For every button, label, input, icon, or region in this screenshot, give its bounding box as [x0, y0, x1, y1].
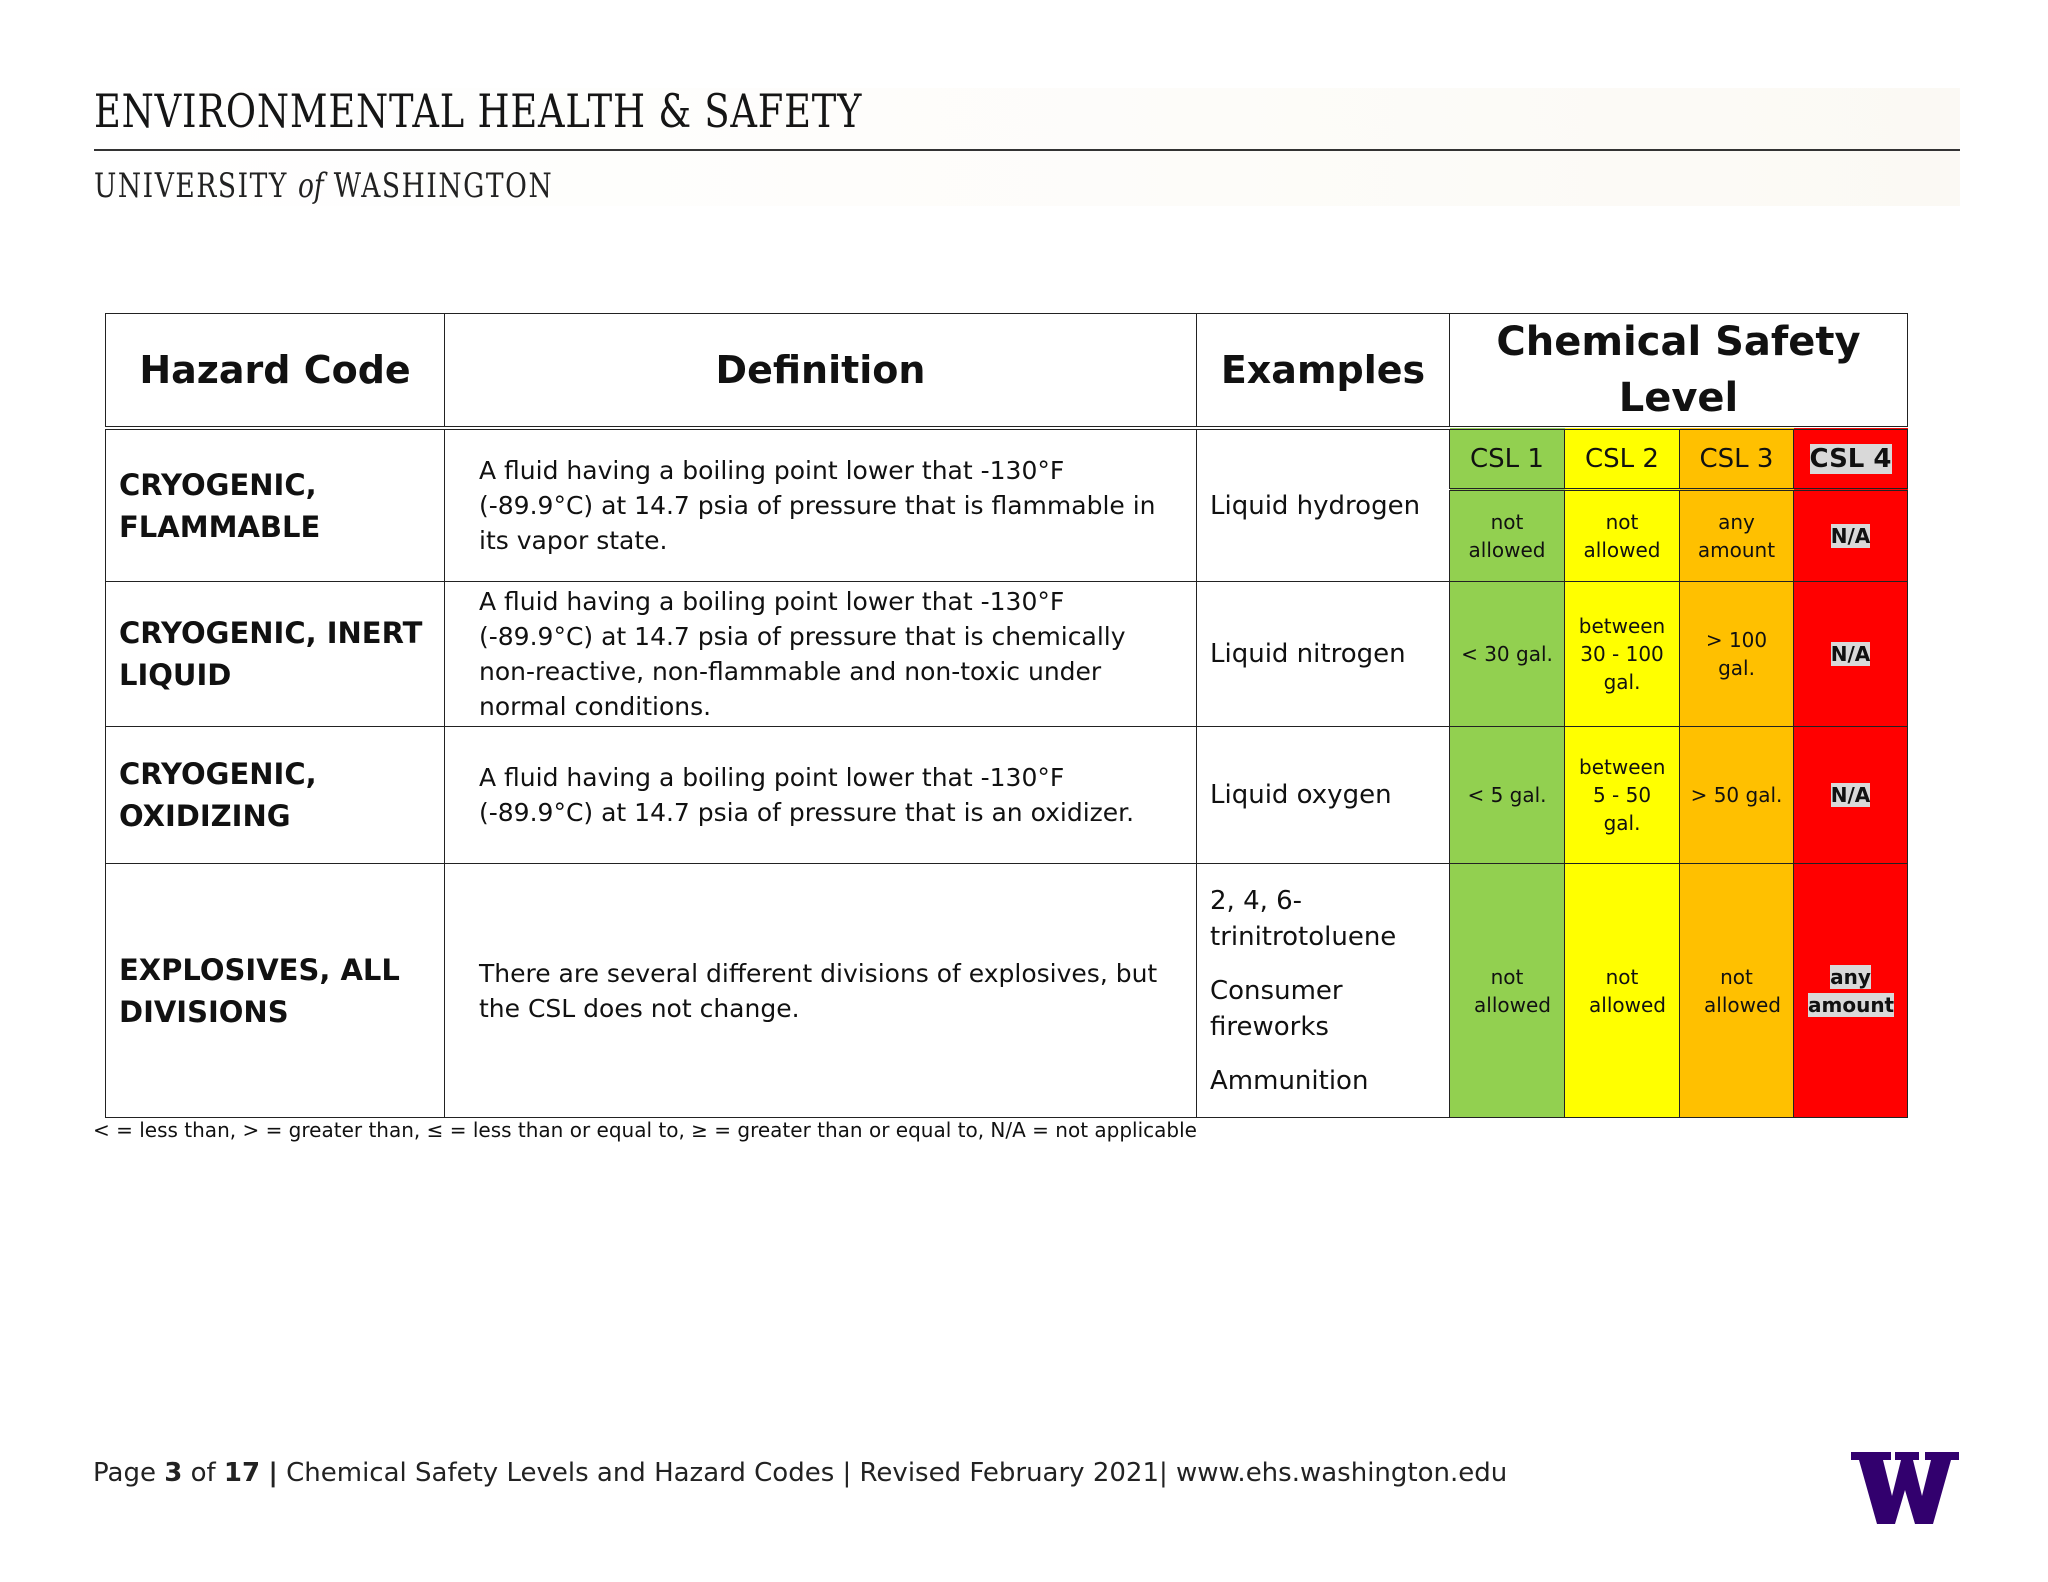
csl-3-cell: any amount: [1680, 490, 1794, 582]
csl-2-cell: [1565, 864, 1680, 1118]
footer-page-total: 17: [223, 1458, 261, 1488]
abbreviation-legend: < = less than, > = greater than, ≤ = less than or equal to, ≥ = greater than or equal to, N/A = not applicable: [93, 1118, 1197, 1142]
table-row: [106, 727, 1908, 864]
examples-cell: [1197, 582, 1450, 727]
table-row: [106, 582, 1908, 727]
uw-w-logo-shape: [1851, 1452, 1959, 1524]
csl-4-value: N/A: [1830, 524, 1871, 548]
example-item: Liquid nitrogen: [1210, 639, 1406, 669]
example-item: Liquid oxygen: [1210, 780, 1392, 810]
csl-2-value: between 5 - 50 gal.: [1579, 755, 1666, 835]
hazard-code-cell: CRYOGENIC, OXIDIZING: [106, 727, 445, 864]
csl-1-value: not allowed: [1474, 964, 1551, 1017]
example-item: Ammunition: [1210, 1065, 1369, 1096]
csl-4-cell: [1794, 490, 1908, 582]
org-title: ENVIRONMENTAL HEALTH & SAFETY: [94, 84, 863, 138]
examples-cell: [1197, 864, 1450, 1118]
definition-cell: There are several different divisions of explosives, but the CSL does not change.: [445, 864, 1197, 1118]
table-row: [106, 864, 1908, 1118]
col-header-examples: Examples: [1197, 314, 1450, 429]
csl-3-cell: [1680, 864, 1794, 1118]
csl-2-value: between 30 - 100 gal.: [1578, 614, 1666, 694]
csl-1-cell: < 30 gal.: [1450, 582, 1565, 727]
footer-page-label: Page: [93, 1458, 156, 1488]
csl-1-cell: [1450, 864, 1565, 1118]
csl-3-value: not allowed: [1704, 964, 1781, 1017]
csl-2-cell: [1565, 582, 1680, 727]
csl-3-cell: > 50 gal.: [1680, 727, 1794, 864]
csl-1-cell: < 5 gal.: [1450, 727, 1565, 864]
examples-cell: [1197, 727, 1450, 864]
header-rule: [94, 149, 1960, 151]
col-header-csl: Chemical Safety Level: [1450, 314, 1908, 429]
uw-w-logo-icon: [1851, 1452, 1959, 1524]
definition-cell: A fluid having a boiling point lower that -130°F (-89.9°C) at 14.7 psia of pressure that is chemically non-reactive, non-flammable and non-toxic under normal conditions.: [445, 582, 1197, 727]
csl-2-label: CSL 2: [1565, 428, 1680, 490]
csl-4-label-cell: [1794, 428, 1908, 490]
examples-cell: [1197, 428, 1450, 582]
example-item: Liquid hydrogen: [1210, 490, 1421, 521]
csl-1-label: CSL 1: [1450, 428, 1565, 490]
hazard-code-cell: CRYOGENIC, INERT LIQUID: [106, 582, 445, 727]
table-header-row: [106, 314, 1908, 429]
example-item: 2, 4, 6-trinitrotoluene: [1210, 885, 1397, 952]
csl-4-value: any amount: [1808, 964, 1895, 1017]
definition-cell: A fluid having a boiling point lower that -130°F (-89.9°C) at 14.7 psia of pressure that is an oxidizer.: [445, 727, 1197, 864]
csl-3-cell: [1680, 582, 1794, 727]
col-header-hazard-code: Hazard Code: [106, 314, 445, 429]
subtitle-washington: WASHINGTON: [333, 166, 554, 206]
csl-4-cell: [1794, 864, 1908, 1118]
subtitle-of: of: [297, 166, 324, 206]
footer-separator: |: [268, 1458, 278, 1488]
csl-3-label: CSL 3: [1680, 428, 1794, 490]
csl-2-value: not allowed: [1589, 964, 1666, 1017]
page-footer: [93, 1458, 1507, 1488]
table-row: [106, 428, 1908, 490]
csl-1-cell: not allowed: [1450, 490, 1565, 582]
csl-4-cell: [1794, 582, 1908, 727]
col-header-definition: Definition: [445, 314, 1197, 429]
csl-2-cell: [1565, 727, 1680, 864]
org-subtitle: [94, 166, 553, 206]
example-item: Consumer fireworks: [1210, 975, 1343, 1042]
footer-page-current: 3: [164, 1458, 183, 1488]
hazard-code-cell: CRYOGENIC, FLAMMABLE: [106, 428, 445, 582]
subtitle-university: UNIVERSITY: [94, 166, 288, 206]
csl-4-label: CSL 4: [1809, 444, 1892, 474]
csl-2-cell: not allowed: [1565, 490, 1680, 582]
csl-3-value: > 100 gal.: [1705, 628, 1768, 680]
csl-4-value: N/A: [1830, 783, 1871, 807]
csl-4-cell: [1794, 727, 1908, 864]
hazard-code-cell: EXPLOSIVES, ALL DIVISIONS: [106, 864, 445, 1118]
footer-text: Chemical Safety Levels and Hazard Codes | Revised February 2021| www.ehs.washington.edu: [286, 1458, 1508, 1488]
definition-cell: A fluid having a boiling point lower that -130°F (-89.9°C) at 14.7 psia of pressure that is flammable in its vapor state.: [445, 428, 1197, 582]
footer-page-of: of: [190, 1458, 216, 1488]
hazard-code-table: [105, 313, 1908, 1118]
csl-4-value: N/A: [1830, 642, 1871, 666]
